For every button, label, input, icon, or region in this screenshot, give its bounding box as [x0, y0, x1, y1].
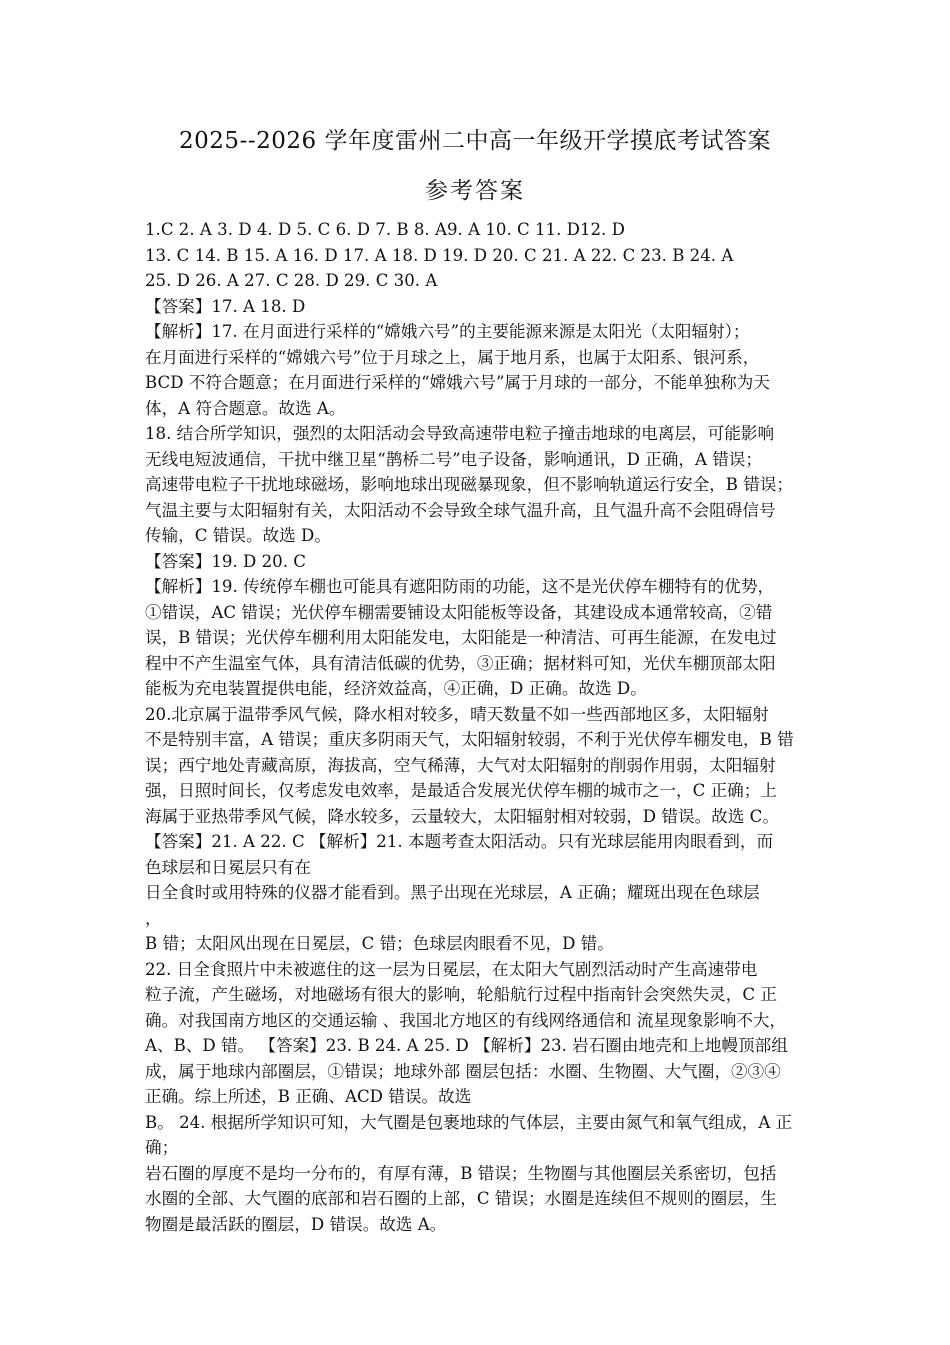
answer-line: 【解析】17. 在月面进行采样的“嫦娥六号”的主要能源来源是太阳光（太阳辐射）； [145, 322, 750, 341]
answer-line: B 错；太阳风出现在日冕层，C 错；色球层肉眼看不见，D 错。 [145, 934, 614, 953]
answer-line: 18. 结合所学知识，强烈的太阳活动会导致高速带电粒子撞击地球的电离层，可能影响 [145, 424, 775, 443]
page-title: 2025--2026 学年度雷州二中高一年级开学摸底考试答案 [179, 128, 771, 154]
answer-line: BCD 不符合题意；在月面进行采样的“嫦娥六号”属于月球的一部分，不能单独称为天 [145, 373, 770, 392]
page-subtitle: 参考答案 [425, 178, 525, 204]
answer-line: 粒子流，产生磁场，对地磁场有很大的影响，轮船航行过程中指南针会突然失灵，C 正 [145, 985, 777, 1004]
answer-line: 13. C 14. B 15. A 16. D 17. A 18. D 19. D 20. C 21. A 22. C 23. B 24. A [145, 245, 734, 265]
answer-line: 误；西宁地处青藏高原，海拔高，空气稀薄，大气对太阳辐射的削弱作用弱，太阳辐射 [145, 755, 776, 775]
answer-line: 【答案】19. D 20. C [145, 551, 306, 571]
answer-line: 海属于亚热带季风气候，降水较多，云量较大，太阳辐射相对较弱，D 错误。故选 C。 [145, 806, 779, 826]
answer-line: 在月面进行采样的“嫦娥六号”位于月球之上，属于地月系，也属于太阳系、银河系， [145, 347, 760, 367]
answer-line: 正确。综上所述，B 正确、ACD 错误。故选 [145, 1087, 472, 1106]
answer-line: 气温主要与太阳辐射有关，太阳活动不会导致全球气温升高，且气温升高不会阻碍信号 [145, 500, 776, 520]
answer-line: 岩石圈的厚度不是均一分布的，有厚有薄，B 错误；生物圈与其他圈层关系密切，包括 [145, 1163, 777, 1183]
answer-line: 传输，C 错误。故选 D。 [145, 526, 331, 545]
answer-line: 程中不产生温室气体，具有清洁低碳的优势，③正确；据材料可知，光伏车棚顶部太阳 [145, 653, 776, 673]
answer-body [145, 217, 835, 1237]
answer-line: 日全食时或用特殊的仪器才能看到。黑子出现在光球层，A 正确；耀斑出现在色球层 [145, 883, 760, 902]
answer-line: 1.C 2. A 3. D 4. D 5. C 6. D 7. B 8. A9. A 10. C 11. D12. D [145, 220, 625, 239]
answer-line: 确。对我国南方地区的交通运输 、我国北方地区的有线网络通信和 流星现象影响不大， [145, 1010, 787, 1030]
answer-line: B。 24. 根据所学知识可知，大气圈是包裹地球的气体层，主要由氮气和氧气组成，A 正 [145, 1112, 793, 1132]
answer-line: 20.北京属于温带季风气候，降水相对较多，晴天数量不如一些西部地区多，太阳辐射 [145, 704, 769, 724]
answer-line: 能板为充电装置提供电能，经济效益高，④正确，D 正确。故选 D。 [145, 679, 647, 698]
answer-line: 【答案】17. A 18. D [145, 296, 306, 316]
answer-line: 确； [145, 1138, 179, 1157]
answer-line: 【解析】19. 传统停车棚也可能具有遮阳防雨的功能，这不是光伏停车棚特有的优势， [145, 577, 775, 596]
answer-line: 误，B 错误；光伏停车棚利用太阳能发电，太阳能是一种清洁、可再生能源，在发电过 [145, 628, 777, 647]
answer-line: 成，属于地球内部圈层，①错误；地球外部 圈层包括：水圈、生物圈、大气圈，②③④ [145, 1061, 781, 1081]
answer-line: 22. 日全食照片中未被遮住的这一层为日冕层，在太阳大气剧烈活动时产生高速带电 [145, 959, 758, 979]
answer-line: 强，日照时间长，仅考虑发电效率，是最适合发展光伏停车棚的城市之一，C 正确；上 [145, 781, 777, 800]
answer-line: ①错误，AC 错误；光伏停车棚需要铺设太阳能板等设备，其建设成本通常较高，②错 [145, 602, 773, 622]
answer-line: 体，A 符合题意。故选 A。 [145, 398, 346, 418]
answer-line: 物圈是最活跃的圈层，D 错误。故选 A。 [145, 1214, 447, 1234]
answer-line: 不是特别丰富，A 错误；重庆多阴雨天气，太阳辐射较弱，不利于光伏停车棚发电，B 错 [145, 730, 794, 749]
answer-line: 水圈的全部、大气圈的底部和岩石圈的上部，C 错误；水圈是连续但不规则的圈层，生 [145, 1189, 777, 1208]
answer-line: 色球层和日冕层只有在 [145, 857, 311, 877]
answer-line: ， [145, 908, 162, 928]
answer-line: A、B、D 错。 【答案】23. B 24. A 25. D 【解析】23. 岩石圈由地壳和上地幔顶部组 [145, 1036, 788, 1055]
answer-line: 25. D 26. A 27. C 28. D 29. C 30. A [145, 271, 438, 290]
answer-line: 无线电短波通信，干扰中继卫星“鹊桥二号”电子设备，影响通讯，D 正确，A 错误； [145, 449, 762, 469]
answer-line: 【答案】21. A 22. C 【解析】21. 本题考查太阳活动。只有光球层能用肉眼看到，而 [145, 832, 774, 851]
answer-line: 高速带电粒子干扰地球磁场，影响地球出现磁暴现象，但不影响轨道运行安全，B 错误； [145, 475, 794, 494]
